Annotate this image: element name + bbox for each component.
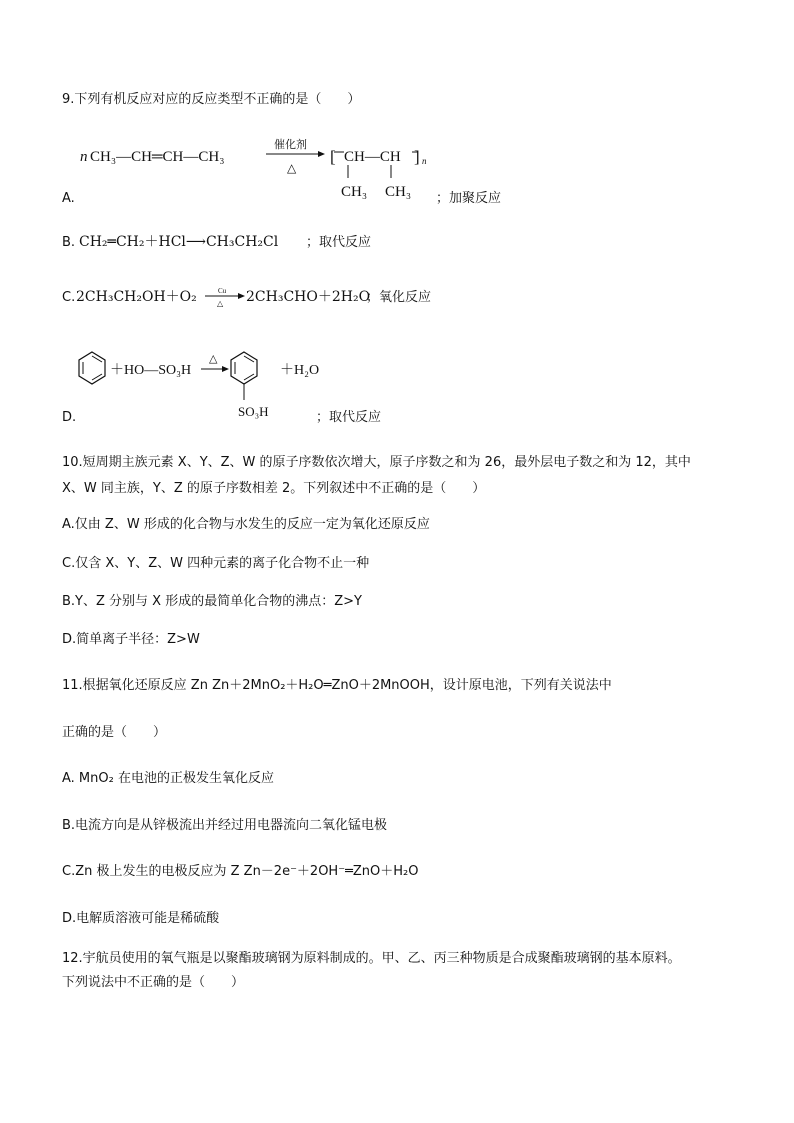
q9d-reagent: ＋HO—SO₃H (110, 363, 192, 378)
q10-option: C.仅含 X、Y、Z、W 四种元素的离子化合物不止一种 (62, 556, 370, 571)
q9d-type: ；取代反应 (316, 410, 382, 425)
q12-stem-1: 12.宇航员使用的氧气瓶是以聚酯玻璃钢为原料制成的。甲、乙、丙三种物质是合成聚酯玻璃钢的基本原料。 (62, 951, 681, 966)
q10-option: B.Y、Z 分别与 X 形成的最简单化合物的沸点：Z>Y (62, 594, 362, 609)
q9a-heat: △ (287, 161, 297, 175)
q9b-equation: CH₂═CH₂＋HCl⟶CH₃CH₂Cl (79, 234, 279, 250)
benzene-sulfonic-ring-icon (231, 352, 257, 400)
q10-stem-1: 10.短周期主族元素 X、Y、Z、W 的原子序数依次增大，原子序数之和为 26，最外层电子数之和为 12，其中 (62, 455, 691, 470)
q9a-type: ；加聚反应 (436, 191, 502, 206)
q9a-polymer-chain: CH—CH (344, 149, 401, 165)
q9c-cond-top: Cu (218, 287, 227, 295)
q11-option: A. MnO₂ 在电池的正极发生氧化反应 (62, 771, 274, 786)
q9d-water: ＋H₂O (280, 363, 320, 378)
q9a-label: A. (62, 191, 75, 206)
q11-stem-2: 正确的是（ ） (62, 725, 167, 740)
q11-stem-1: 11.根据氧化还原反应 Zn Zn＋2MnO₂＋H₂O═ZnO＋2MnOOH，设计原电池，下列有关说法中 (62, 678, 612, 693)
q9c-type: ；氧化反应 (366, 290, 432, 305)
benzene-ring-icon (79, 352, 105, 384)
q9c-cond-bottom: △ (217, 299, 224, 308)
q9b-type: ；取代反应 (306, 235, 372, 250)
q9d-substituent: SO₃H (238, 404, 269, 419)
q11-option: C.Zn 极上发生的电极反应为 Z Zn－2e⁻＋2OH⁻═ZnO＋H₂O (62, 864, 419, 879)
q9c-right: 2CH₃CHO＋2H₂O (246, 289, 371, 305)
q9a-polymer-n: n (422, 156, 427, 166)
q11-option: B.电流方向是从锌极流出并经过用电器流向二氧化锰电极 (62, 818, 388, 833)
q9b-label: B. (62, 235, 76, 250)
q9a-sub-1: CH₃ (341, 184, 368, 200)
q10-option: D.简单离子半径：Z>W (62, 632, 200, 647)
q10-option: A.仅由 Z、W 形成的化合物与水发生的反应一定为氧化还原反应 (62, 517, 430, 532)
q12-stem-2: 下列说法中不正确的是（ ） (62, 975, 245, 990)
q9d-label: D. (62, 410, 77, 425)
q9c-left: 2CH₃CH₂OH＋O₂ (76, 289, 197, 305)
q9a-bracket-open: [ (330, 147, 336, 166)
q11-option: D.电解质溶液可能是稀硫酸 (62, 911, 220, 926)
q9d-heat: △ (209, 353, 218, 365)
q9a-bracket-close: ] (414, 147, 420, 166)
q10-stem-2: X、W 同主族，Y、Z 的原子序数相差 2。下列叙述中不正确的是（ ） (62, 481, 486, 496)
q9-stem: 9.下列有机反应对应的反应类型不正确的是（ ） (62, 92, 361, 107)
q9a-sub-2: CH₃ (385, 184, 412, 200)
q9c-label: C. (62, 290, 76, 305)
q9a-catalyst: 催化剂 (274, 139, 307, 151)
q9a-n: n (80, 149, 88, 165)
q9a-reactant: CH₃—CH═CH—CH₃ (90, 149, 225, 165)
